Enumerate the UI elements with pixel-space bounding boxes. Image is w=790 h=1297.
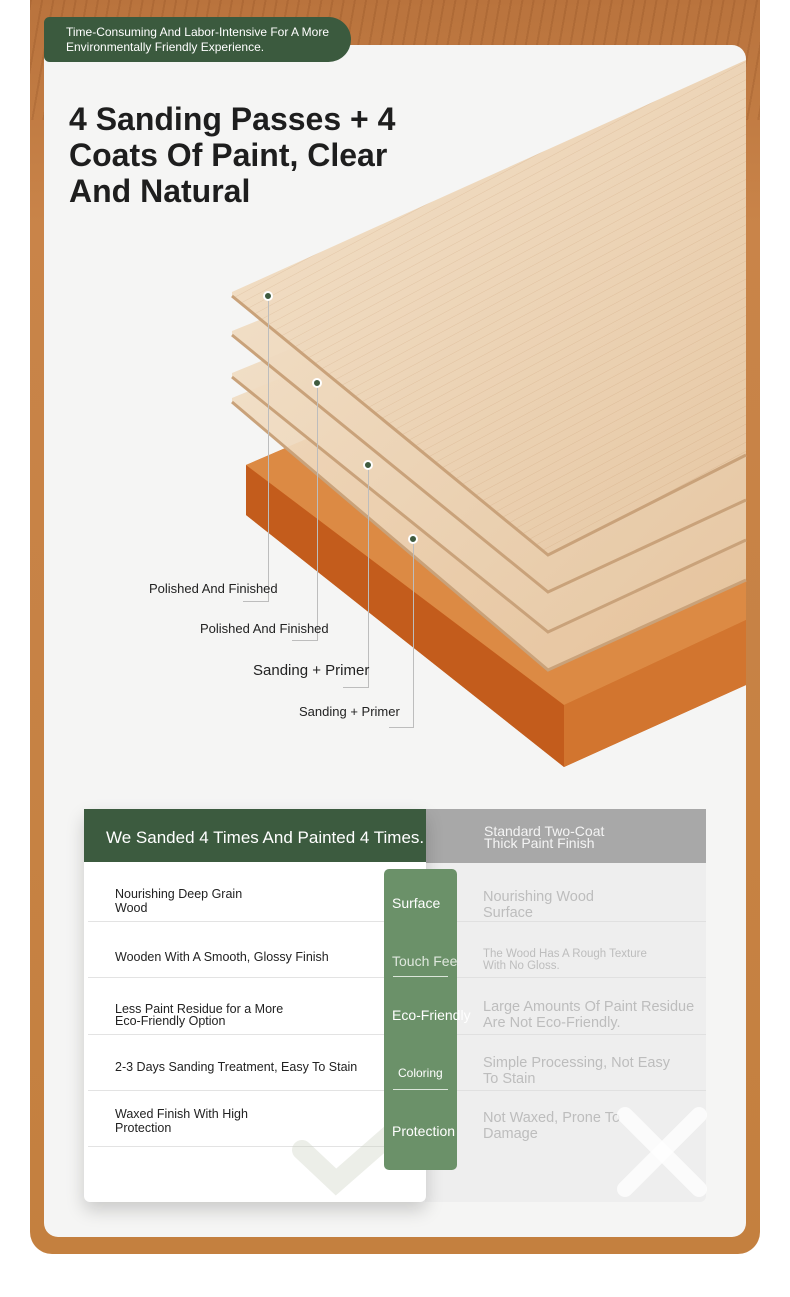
- standard-process-title: [425, 809, 706, 863]
- banner-text: Time-Consuming And Labor-Intensive For A More Environmentally Friendly Experience.: [66, 25, 330, 54]
- layer-marker-dot: [312, 378, 322, 388]
- category-underline: [393, 1089, 448, 1090]
- banner-pill: [44, 17, 351, 62]
- category-column: [384, 869, 471, 1170]
- ours-protection: Waxed Finish With High Protection: [115, 1107, 248, 1135]
- standard-eco-friendly: Large Amounts Of Paint Residue Are Not Eco-Friendly.: [483, 999, 695, 1031]
- layer-label-4: Sanding + Primer: [299, 704, 400, 719]
- standard-surface: Nourishing Wood Surface: [483, 889, 594, 921]
- ours-coloring: 2-3 Days Sanding Treatment, Easy To Stain: [115, 1060, 358, 1074]
- leader-line-2: [292, 383, 318, 641]
- standard-coloring: Simple Processing, Not Easy To Stain: [483, 1055, 670, 1087]
- x-watermark-icon: [617, 1107, 707, 1197]
- layer-label-3: Sanding + Primer: [253, 662, 370, 679]
- standard-touch-feel: The Wood Has A Rough Texture With No Gloss.: [483, 948, 647, 972]
- layer-label-2: Polished And Finished: [200, 621, 329, 636]
- category-underline: [393, 976, 448, 977]
- layer-marker-dot: [408, 534, 418, 544]
- leader-line-4: [389, 539, 414, 728]
- ours-eco-friendly: Less Paint Residue for a More Eco-Friendly Option: [115, 1002, 284, 1028]
- ours-touch-feel: Wooden With A Smooth, Glossy Finish: [115, 950, 329, 964]
- category-touch-feel: Touch Fee: [392, 953, 458, 969]
- category-eco-friendly: Eco-Friendly: [392, 1007, 471, 1023]
- row-divider: [425, 921, 706, 922]
- leader-line-1: [243, 296, 269, 602]
- row-divider: [88, 977, 426, 978]
- page-headline: 4 Sanding Passes + 4 Coats Of Paint, Clear And Natural: [69, 101, 396, 209]
- standard-protection: Not Waxed, Prone To Damage: [483, 1110, 621, 1142]
- row-divider: [425, 1090, 706, 1091]
- category-surface: Surface: [392, 895, 441, 911]
- leader-line-3: [343, 465, 369, 688]
- our-process-title: We Sanded 4 Times And Painted 4 Times.: [84, 809, 426, 862]
- row-divider: [88, 921, 426, 922]
- layer-marker-dot: [263, 291, 273, 301]
- row-divider: [425, 977, 706, 978]
- category-coloring: Coloring: [398, 1066, 443, 1080]
- row-divider: [88, 1090, 426, 1091]
- layer-label-1: Polished And Finished: [149, 581, 278, 596]
- row-divider: [425, 1034, 706, 1035]
- row-divider: [88, 1034, 426, 1035]
- ours-surface: Nourishing Deep Grain Wood: [115, 887, 243, 915]
- standard-process-title-text: Standard Two-Coat Thick Paint Finish: [484, 823, 605, 851]
- category-protection: Protection: [392, 1123, 456, 1139]
- layer-marker-dot: [363, 460, 373, 470]
